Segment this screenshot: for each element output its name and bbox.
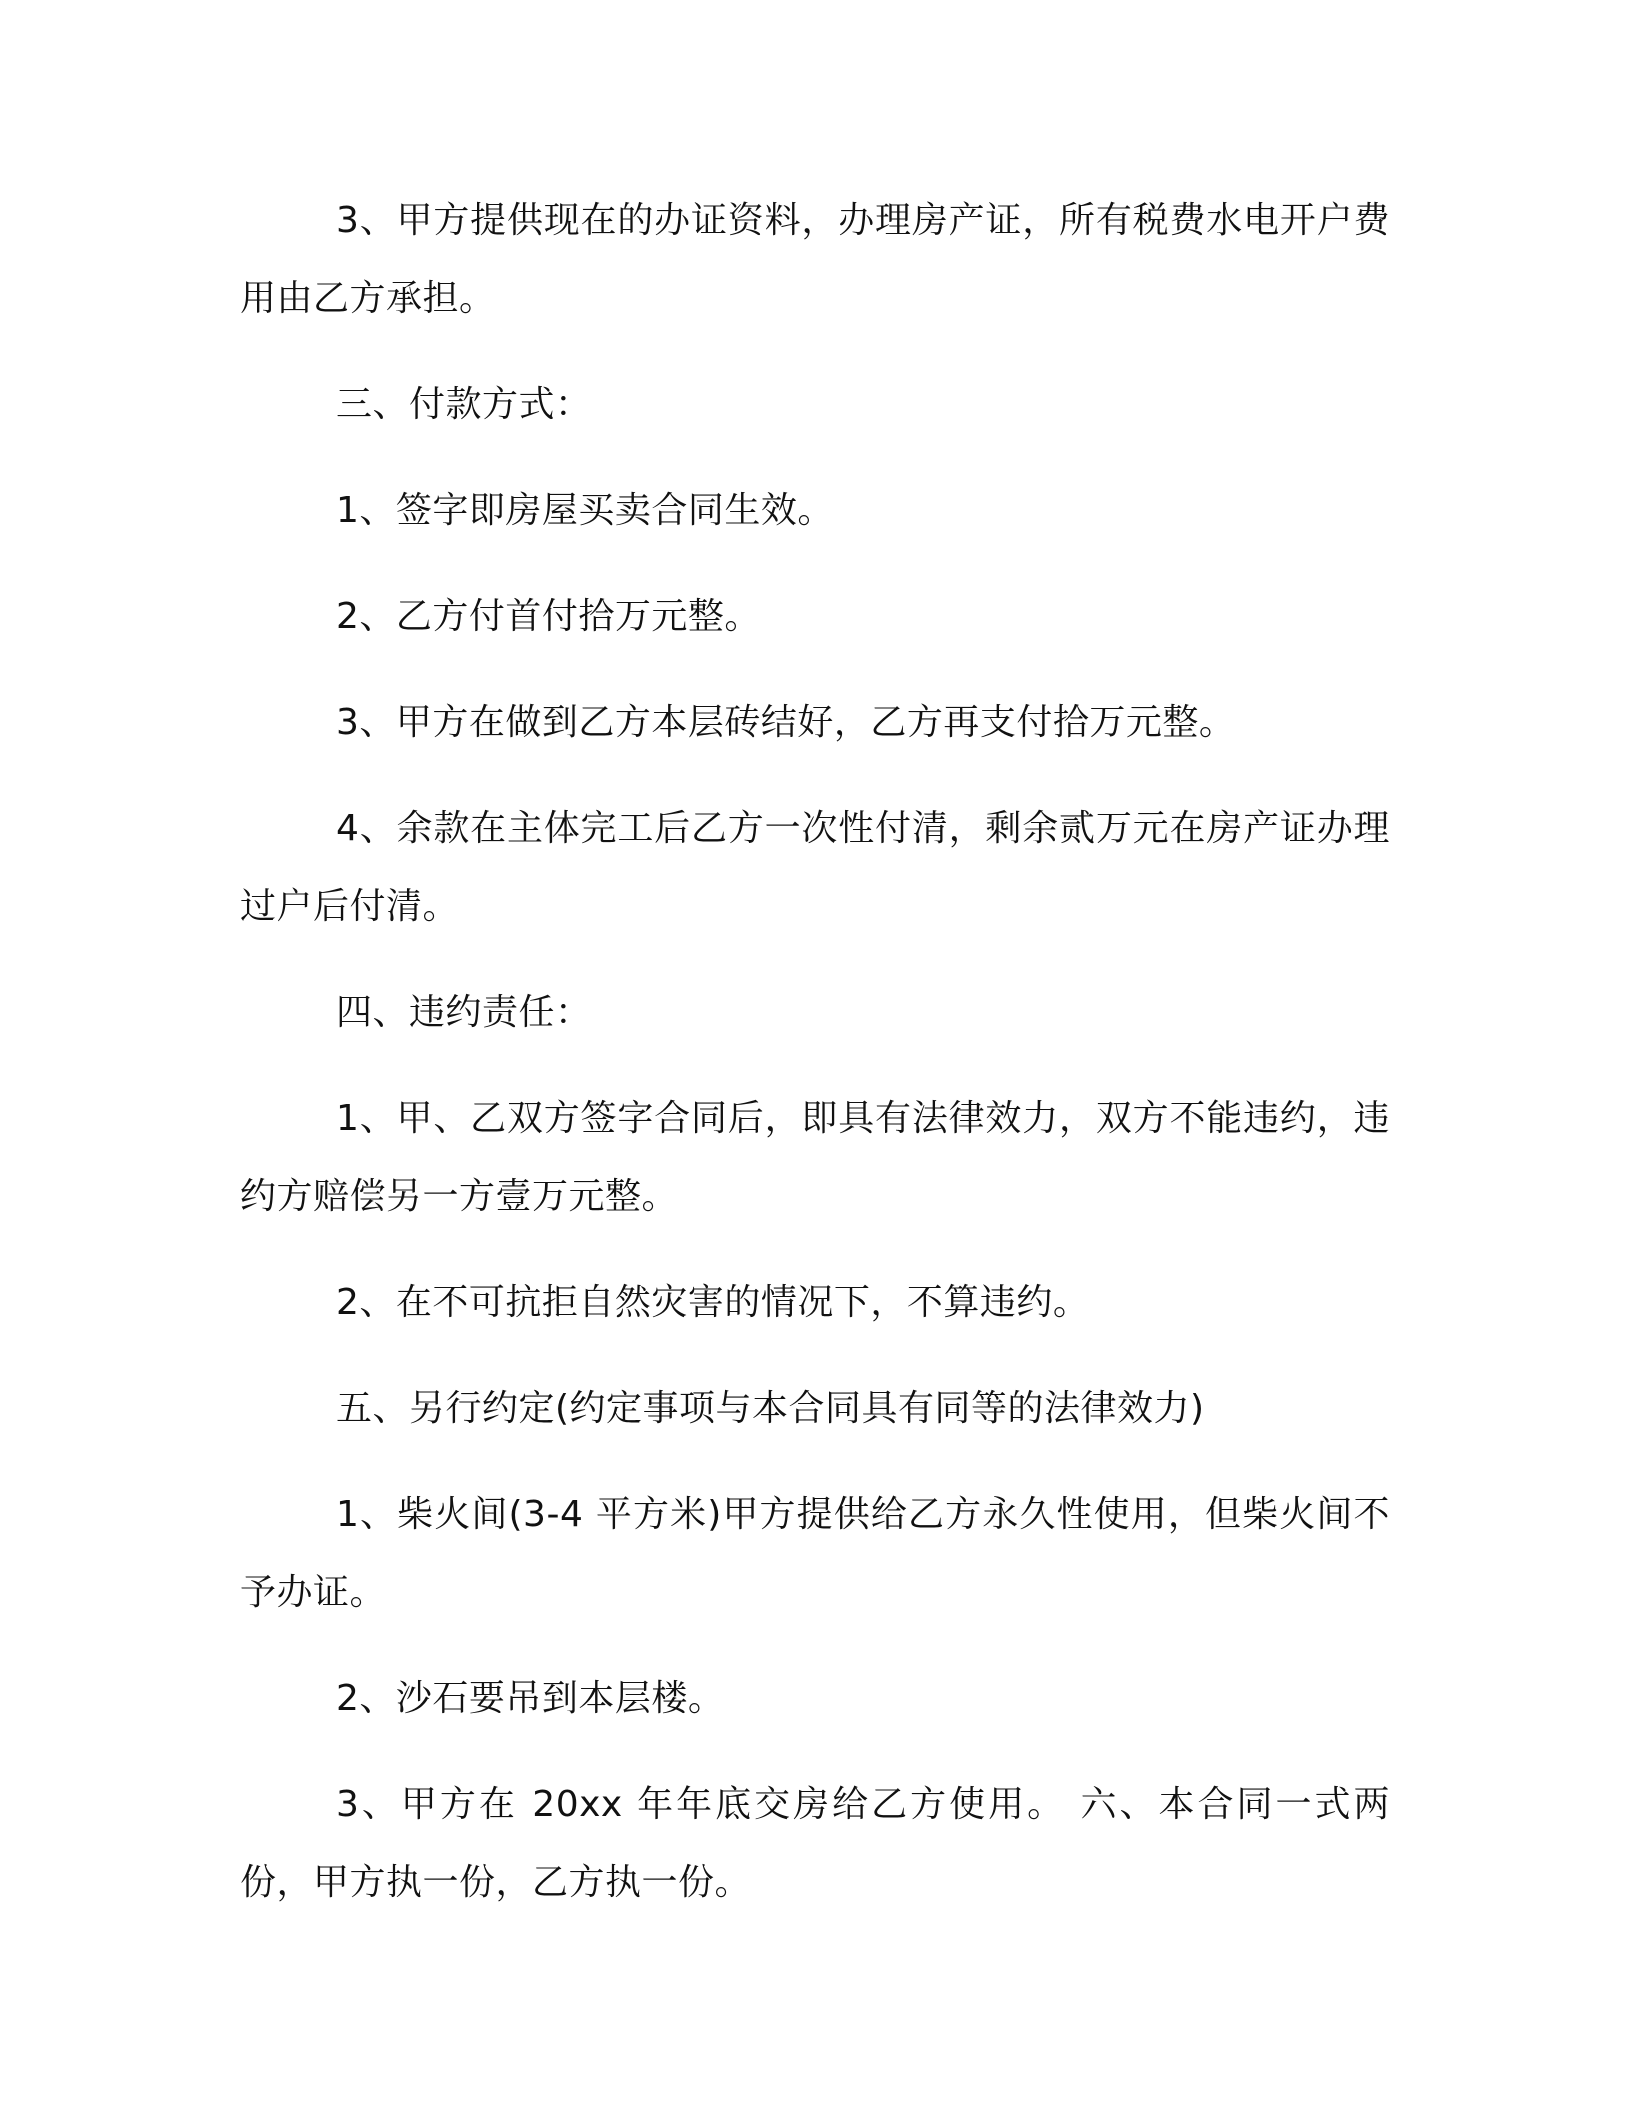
clause-5-3: 3、甲方在 20xx 年年底交房给乙方使用。 六、本合同一式两份，甲方执一份，乙方执一份。 [240,1784,1390,1903]
clause-5-1: 1、柴火间(3-4 平方米)甲方提供给乙方永久性使用，但柴火间不予办证。 [240,1494,1390,1613]
clause-4-2: 2、在不可抗拒自然灾害的情况下，不算违约。 [336,1282,1090,1323]
section-heading-other-agreements: 五、另行约定(约定事项与本合同具有同等的法律效力) [336,1388,1205,1429]
clause-3-2: 2、乙方付首付拾万元整。 [336,596,761,637]
document-body [240,182,1390,1950]
clause-3-1: 1、签字即房屋买卖合同生效。 [336,490,834,531]
clause-2-3: 3、甲方提供现在的办证资料，办理房产证，所有税费水电开户费用由乙方承担。 [240,200,1390,319]
clause-5-2: 2、沙石要吊到本层楼。 [336,1678,725,1719]
clause-3-4: 4、余款在主体完工后乙方一次性付清，剩余贰万元在房产证办理过户后付清。 [240,808,1390,927]
clause-3-3: 3、甲方在做到乙方本层砖结好，乙方再支付拾万元整。 [336,702,1236,743]
section-heading-breach: 四、违约责任： [336,992,592,1033]
section-heading-payment: 三、付款方式： [336,384,592,425]
clause-4-1: 1、甲、乙双方签字合同后，即具有法律效力，双方不能违约，违约方赔偿另一方壹万元整。 [240,1098,1390,1217]
